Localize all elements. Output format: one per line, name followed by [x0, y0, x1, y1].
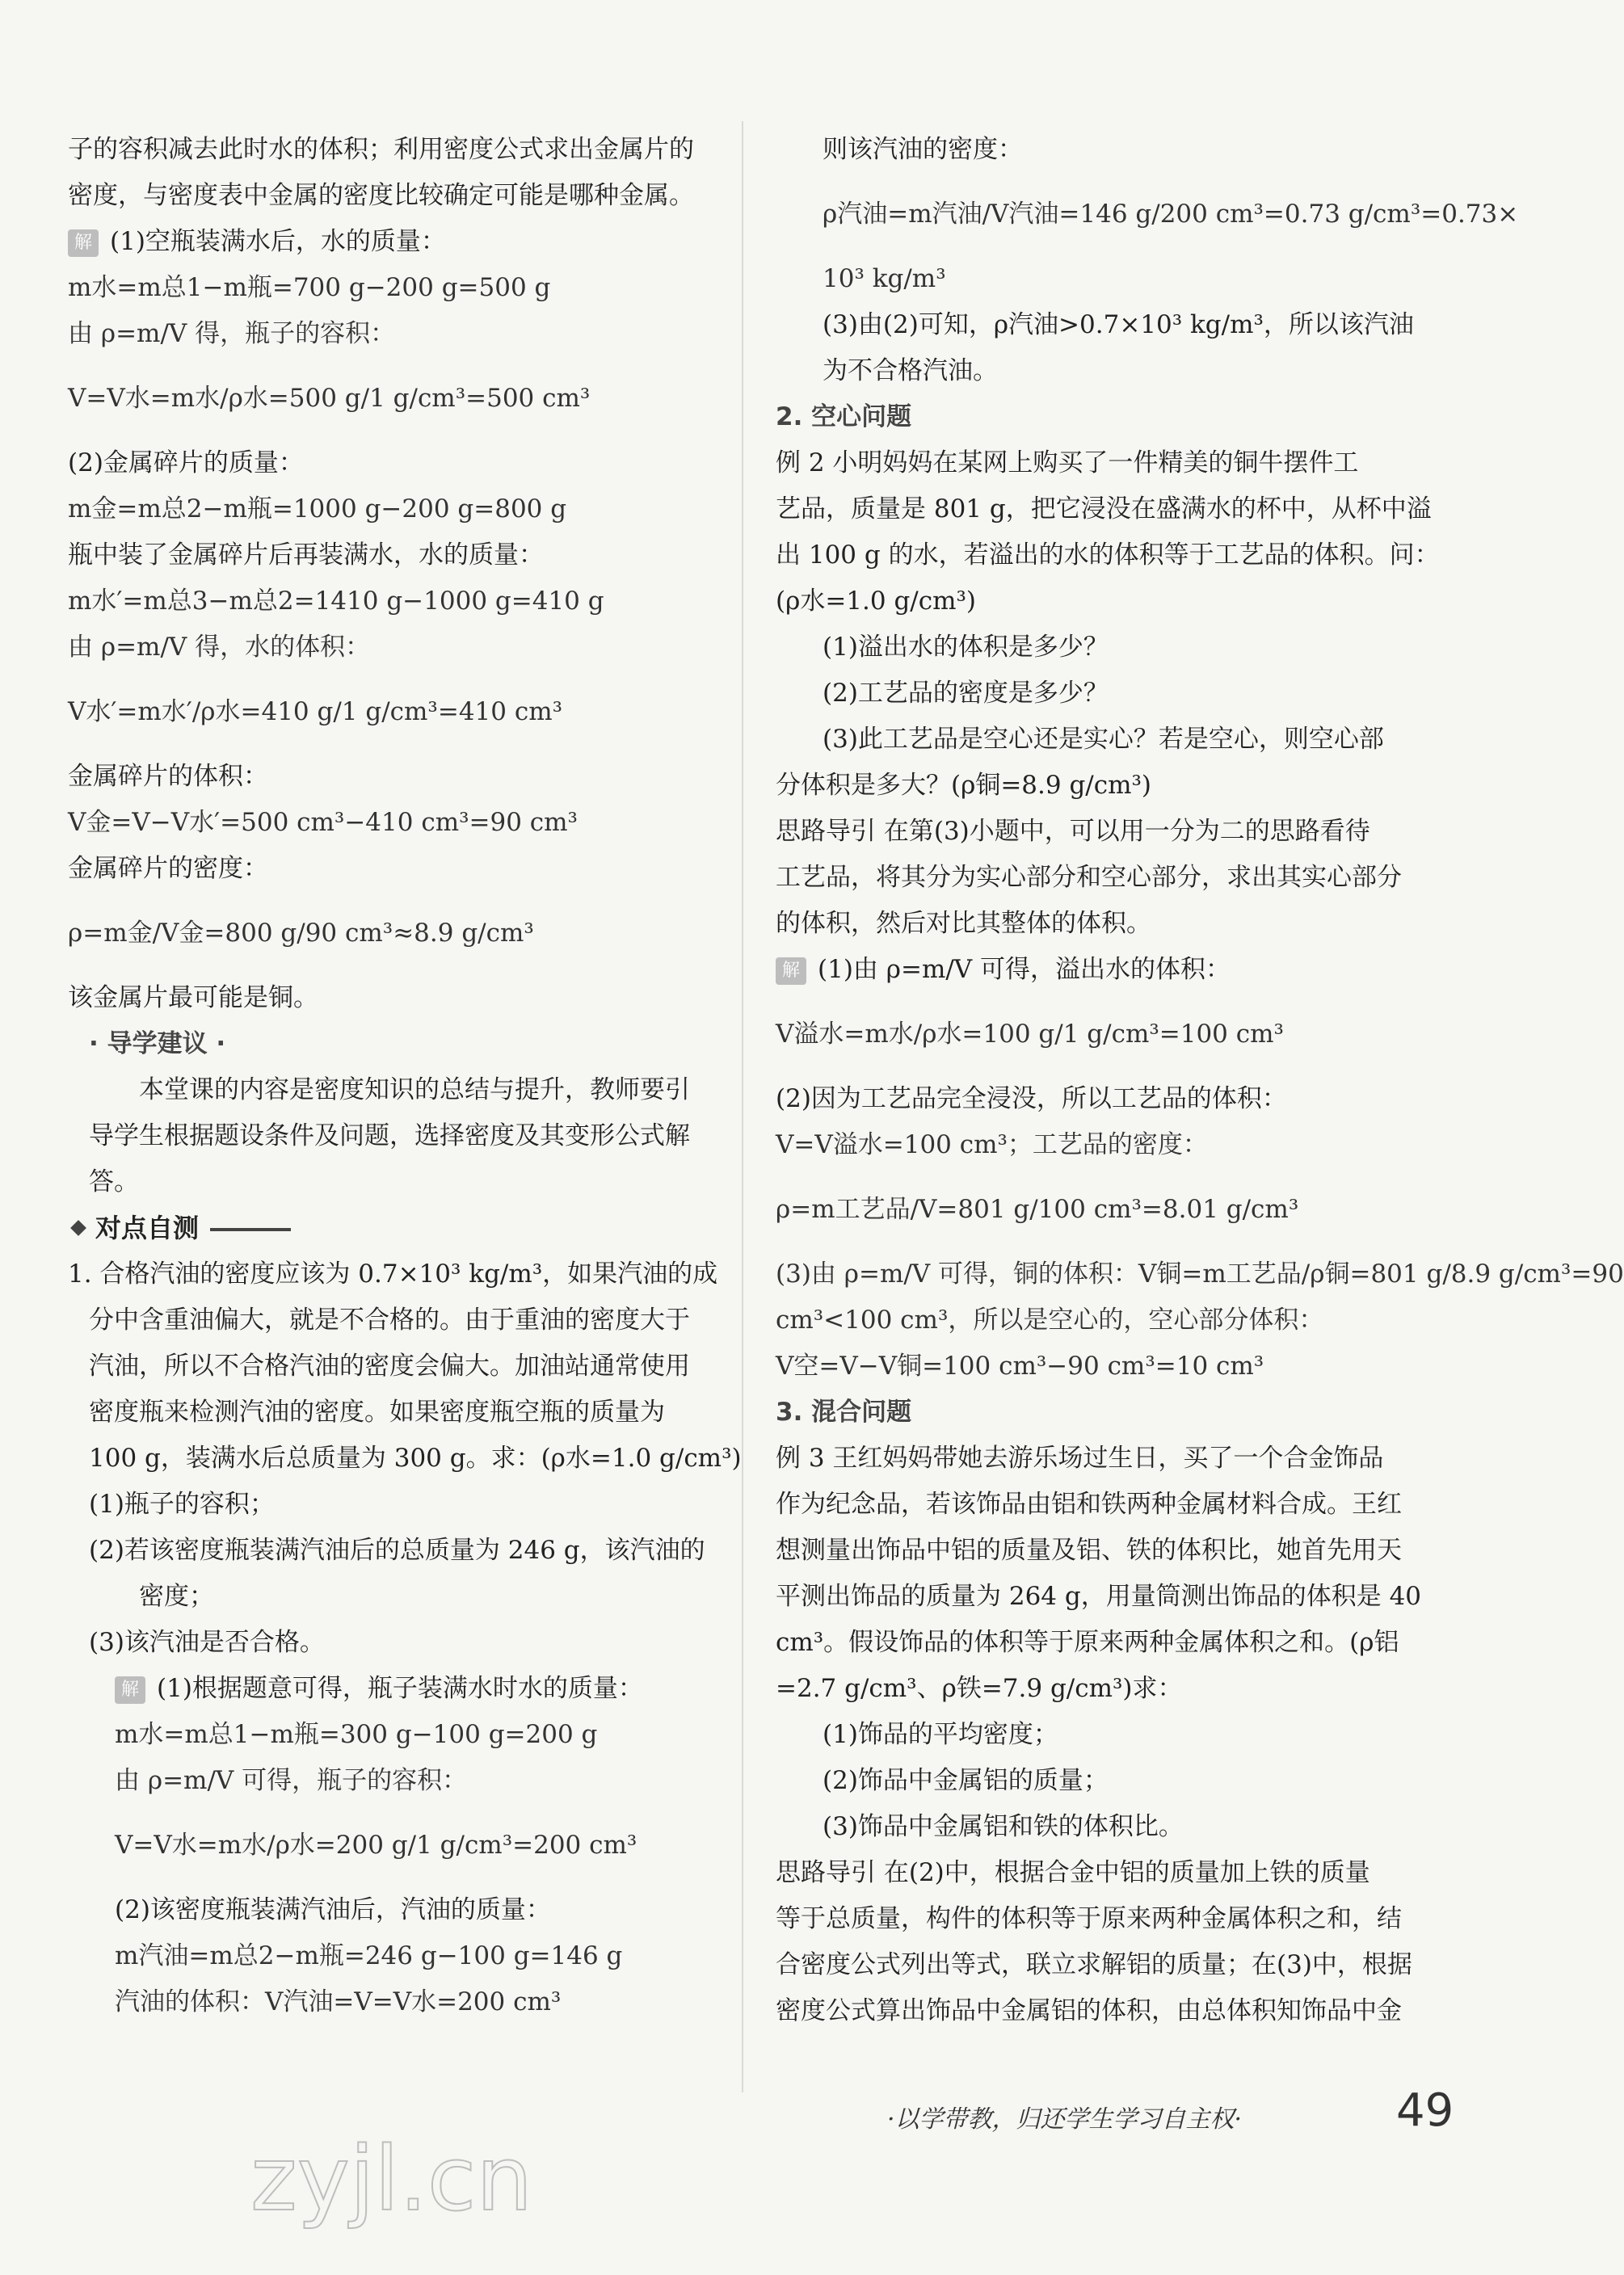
formula-line: 由 ρ=m/V 可得，瓶子的容积： [115, 1766, 468, 1795]
solution-badge: 解 [68, 229, 99, 257]
text-line: 则该汽油的密度： [823, 135, 1023, 164]
text-line: 为不合格汽油。 [823, 356, 998, 385]
text-line: 子的容积减去此时水的体积；利用密度公式求出金属片的 [68, 135, 694, 164]
question-line: 100 g，装满水后总质量为 300 g。求：(ρ水=1.0 g/cm³) [89, 1444, 742, 1473]
subsection-heading: 3. 混合问题 [776, 1398, 912, 1427]
solution-badge: 解 [115, 1676, 145, 1704]
example-line: 分体积是多大？(ρ铜=8.9 g/cm³) [776, 771, 1152, 800]
question-line: 密度； [139, 1582, 214, 1611]
example-line: (3)此工艺品是空心还是实心？若是空心，则空心部 [823, 725, 1384, 754]
solution-badge: 解 [776, 957, 806, 985]
example-line: (1)溢出水的体积是多少？ [823, 633, 1109, 662]
watermark [242, 2125, 663, 2230]
question-line: 密度瓶来检测汽油的密度。如果密度瓶空瓶的质量为 [89, 1398, 665, 1427]
question-line: 分中含重油偏大，就是不合格的。由于重油的密度大于 [89, 1306, 690, 1335]
question-line: 汽油，所以不合格汽油的密度会偏大。加油站通常使用 [89, 1352, 690, 1381]
heading-bar [210, 1228, 291, 1231]
example-line: cm³。假设饰品的体积等于原来两种金属体积之和。(ρ铝 [776, 1628, 1399, 1657]
formula-line: m汽油=m总2−m瓶=246 g−100 g=146 g [115, 1941, 623, 1970]
column-divider [742, 121, 743, 2092]
diamond-icon [70, 1220, 86, 1236]
guide-heading: · 导学建议 · [89, 1029, 226, 1058]
formula-line: cm³<100 cm³，所以是空心的，空心部分体积： [776, 1306, 1324, 1335]
text-line: 金属碎片的体积： [68, 762, 268, 791]
example-line: 作为纪念品，若该饰品由铝和铁两种金属材料合成。王红 [776, 1490, 1402, 1519]
formula-line: V=V水=m水/ρ水=200 g/1 g/cm³=200 cm³ [115, 1831, 637, 1860]
formula-line: ρ=m金/V金=800 g/90 cm³≈8.9 g/cm³ [68, 919, 534, 948]
formula-line: V空=V−V铜=100 cm³−90 cm³=10 cm³ [776, 1352, 1264, 1381]
example-line: (2)工艺品的密度是多少？ [823, 679, 1109, 708]
text-line: (2)因为工艺品完全浸没，所以工艺品的体积： [776, 1084, 1287, 1113]
text-line: 密度，与密度表中金属的密度比较确定可能是哪种金属。 [68, 181, 694, 210]
hint-line: 思路导引 在(2)中，根据合金中铝的质量加上铁的质量 [776, 1858, 1370, 1887]
example-line: (3)饰品中金属铝和铁的体积比。 [823, 1812, 1184, 1841]
text-line: 金属碎片的密度： [68, 854, 268, 883]
question-line: (2)若该密度瓶装满汽油后的总质量为 246 g，该汽油的 [89, 1536, 705, 1565]
formula-line: 10³ kg/m³ [823, 264, 946, 293]
text-line: (2)金属碎片的质量： [68, 448, 304, 477]
formula-line: 由 ρ=m/V 得，水的体积： [68, 633, 371, 662]
hint-line: 思路导引 在第(3)小题中，可以用一分为二的思路看待 [776, 817, 1370, 846]
example-line: (ρ水=1.0 g/cm³) [776, 587, 977, 616]
formula-line: m水=m总1−m瓶=700 g−200 g=500 g [68, 273, 551, 302]
question-line: (3)该汽油是否合格。 [89, 1628, 325, 1657]
right-column [776, 133, 1624, 2041]
solution-line: 解 (1)根据题意可得，瓶子装满水时水的质量： [68, 1672, 732, 1705]
question-line: (1)瓶子的容积； [89, 1490, 275, 1519]
formula-line: V金=V−V水′=500 cm³−410 cm³=90 cm³ [68, 808, 578, 837]
formula-line: V=V溢水=100 cm³；工艺品的密度： [776, 1130, 1208, 1159]
example-line: 平测出饰品的质量为 264 g，用量筒测出饰品的体积是 40 [776, 1582, 1422, 1611]
example-line: 艺品，质量是 801 g，把它浸没在盛满水的杯中，从杯中溢 [776, 494, 1432, 524]
page-number: 49 [1396, 2084, 1454, 2137]
left-column [68, 133, 742, 2032]
text-line: 答。 [89, 1167, 139, 1196]
text-line: 该金属片最可能是铜。 [68, 983, 318, 1012]
formula-line: m水′=m总3−m总2=1410 g−1000 g=410 g [68, 587, 604, 616]
text-line: (2)该密度瓶装满汽油后，汽油的质量： [115, 1895, 551, 1924]
question-line: 1. 合格汽油的密度应该为 0.7×10³ kg/m³，如果汽油的成 [68, 1259, 718, 1289]
example-line: =2.7 g/cm³、ρ铁=7.9 g/cm³)求： [776, 1674, 1183, 1703]
formula-line: 由 ρ=m/V 得，瓶子的容积： [68, 319, 396, 348]
formula-line: (3)由 ρ=m/V 可得，铜的体积：V铜=m工艺品/ρ铜=801 g/8.9 g/cm³=90 [776, 1259, 1624, 1289]
example-line: 例 2 小明妈妈在某网上购买了一件精美的铜牛摆件工 [776, 448, 1359, 477]
hint-line: 合密度公式列出等式，联立求解铝的质量；在(3)中，根据 [776, 1950, 1412, 1979]
solution-line: 解 (1)空瓶装满水后，水的质量： [68, 225, 732, 258]
footer-slogan: ·以学带教，归还学生学习自主权· [887, 2105, 1243, 2134]
example-line: 例 3 王红妈妈带她去游乐场过生日，买了一个合金饰品 [776, 1444, 1384, 1473]
text-line: 本堂课的内容是密度知识的总结与提升，教师要引 [139, 1075, 690, 1104]
formula-line: m水=m总1−m瓶=300 g−100 g=200 g [115, 1720, 598, 1749]
example-line: 想测量出饰品中铝的质量及铝、铁的体积比，她首先用天 [776, 1536, 1402, 1565]
formula-line: V水′=m水′/ρ水=410 g/1 g/cm³=410 cm³ [68, 697, 563, 726]
formula-line: ρ汽油=m汽油/V汽油=146 g/200 cm³=0.73 g/cm³=0.73× [823, 200, 1519, 229]
example-line: (2)饰品中金属铝的质量； [823, 1766, 1109, 1795]
subsection-heading: 2. 空心问题 [776, 402, 912, 431]
watermark-text: zyjl.cn [250, 2127, 533, 2231]
formula-line: V=V水=m水/ρ水=500 g/1 g/cm³=500 cm³ [68, 384, 591, 413]
formula-line: m金=m总2−m瓶=1000 g−200 g=800 g [68, 494, 567, 524]
example-line: (1)饰品的平均密度； [823, 1720, 1058, 1749]
hint-line: 工艺品，将其分为实心部分和空心部分，求出其实心部分 [776, 863, 1402, 892]
hint-line: 密度公式算出饰品中金属铝的体积，由总体积知饰品中金 [776, 1996, 1402, 2025]
hint-line: 的体积，然后对比其整体的体积。 [776, 909, 1151, 938]
solution-line: 解 (1)由 ρ=m/V 可得，溢出水的体积： [776, 953, 1446, 986]
formula-line: ρ=m工艺品/V=801 g/100 cm³=8.01 g/cm³ [776, 1195, 1299, 1224]
formula-line: V溢水=m水/ρ水=100 g/1 g/cm³=100 cm³ [776, 1020, 1284, 1049]
text-line: 瓶中装了金属碎片后再装满水，水的质量： [68, 540, 544, 570]
example-line: 出 100 g 的水，若溢出的水的体积等于工艺品的体积。问： [776, 540, 1440, 570]
section-heading: 对点自测 [68, 1212, 732, 1244]
text-line: 导学生根据题设条件及问题，选择密度及其变形公式解 [89, 1121, 690, 1150]
text-line: (3)由(2)可知，ρ汽油>0.7×10³ kg/m³，所以该汽油 [823, 310, 1414, 339]
hint-line: 等于总质量，构件的体积等于原来两种金属体积之和，结 [776, 1904, 1402, 1933]
formula-line: 汽油的体积：V汽油=V=V水=200 cm³ [115, 1987, 562, 2016]
